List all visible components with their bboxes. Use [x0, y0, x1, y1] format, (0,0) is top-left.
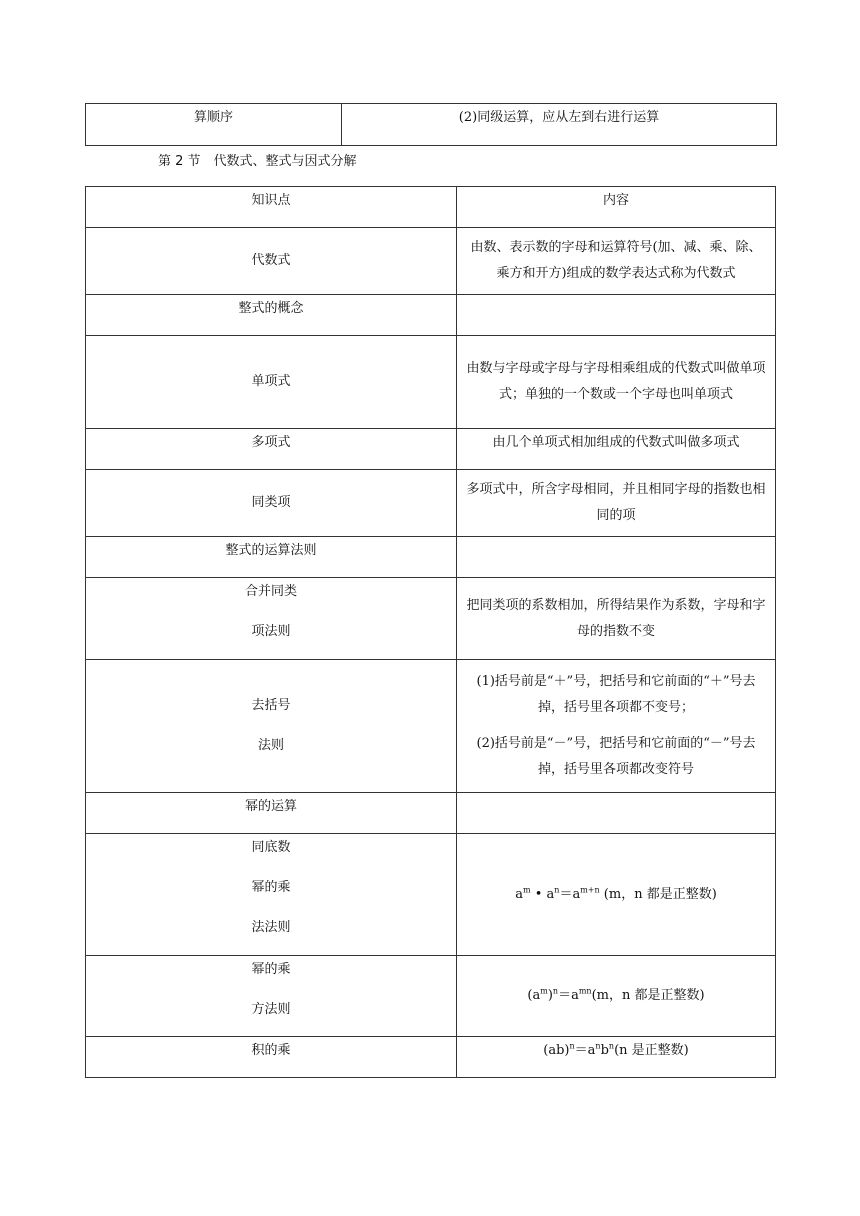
- row-content: 由数与字母或字母与字母相乘组成的代数式叫做单项式；单独的一个数或一个字母也叫单项式: [457, 336, 776, 429]
- rule-line-1: (1)括号前是“＋”号，把括号和它前面的“＋”号去掉，括号里各项都不变号；: [476, 674, 756, 715]
- row-label: 幂的运算: [86, 793, 457, 834]
- top-table: [85, 103, 777, 146]
- table-row: [86, 470, 776, 537]
- table-row: [86, 793, 776, 834]
- row-label-line: 合并同类: [244, 584, 297, 599]
- row-label: 多项式: [86, 429, 457, 470]
- table-row: [86, 834, 776, 956]
- header-knowledge: 知识点: [86, 187, 457, 228]
- row-label-line: 同底数: [251, 840, 291, 855]
- table-row: [86, 295, 776, 336]
- row-label-line: 法法则: [251, 920, 291, 935]
- row-content: 把同类项的系数相加，所得结果作为系数，字母和字母的指数不变: [457, 578, 776, 660]
- row-content: [457, 537, 776, 578]
- row-content: 由几个单项式相加组成的代数式叫做多项式: [457, 429, 776, 470]
- row-label-line: 项法则: [251, 624, 291, 639]
- top-left-cell: 算顺序: [86, 104, 342, 146]
- table-row: [86, 537, 776, 578]
- table-row: [86, 336, 776, 429]
- row-label: 整式的概念: [86, 295, 457, 336]
- row-label: [86, 578, 457, 660]
- row-content: [457, 660, 776, 793]
- table-row: [86, 104, 777, 146]
- table-row: [86, 956, 776, 1037]
- row-content: [457, 295, 776, 336]
- row-label: 代数式: [86, 228, 457, 295]
- table-row: [86, 1037, 776, 1078]
- rule-line-2: (2)括号前是“－”号，把括号和它前面的“－”号去掉，括号里各项都改变符号: [476, 736, 756, 777]
- row-label: [86, 660, 457, 793]
- table-header-row: [86, 187, 776, 228]
- row-label: [86, 834, 457, 956]
- row-label: 单项式: [86, 336, 457, 429]
- row-label-line: 幂的乘: [251, 880, 291, 895]
- row-label-line: 方法则: [251, 1002, 291, 1017]
- formula-power-rule: $(a^m)^n=a^{mn}(m$，n 都是正整数): [457, 956, 776, 1037]
- top-right-cell: (2)同级运算，应从左到右进行运算: [342, 104, 777, 146]
- row-label-line: 幂的乘: [251, 962, 291, 977]
- row-label: [86, 956, 457, 1037]
- header-content: 内容: [457, 187, 776, 228]
- table-row: [86, 578, 776, 660]
- formula-product-power-rule: $(ab)^n=a^nb^n(n$ 是正整数): [457, 1037, 776, 1078]
- row-label: 同类项: [86, 470, 457, 537]
- formula-product-rule: $a^m$ • $a^n=a^{m+n}$ (m，n 都是正整数): [457, 834, 776, 956]
- table-row: [86, 228, 776, 295]
- knowledge-table: [85, 186, 776, 1078]
- row-label: 整式的运算法则: [86, 537, 457, 578]
- row-label: 积的乘: [86, 1037, 457, 1078]
- section-title: 第 2 节 代数式、整式与因式分解: [158, 154, 357, 169]
- row-content: [457, 793, 776, 834]
- table-row: [86, 660, 776, 793]
- row-label-line: 去括号: [251, 698, 291, 713]
- table-row: [86, 429, 776, 470]
- row-content: 多项式中，所含字母相同，并且相同字母的指数也相同的项: [457, 470, 776, 537]
- row-label-line: 法则: [257, 738, 284, 753]
- row-content: 由数、表示数的字母和运算符号(加、减、乘、除、乘方和开方)组成的数学表达式称为代数式: [457, 228, 776, 295]
